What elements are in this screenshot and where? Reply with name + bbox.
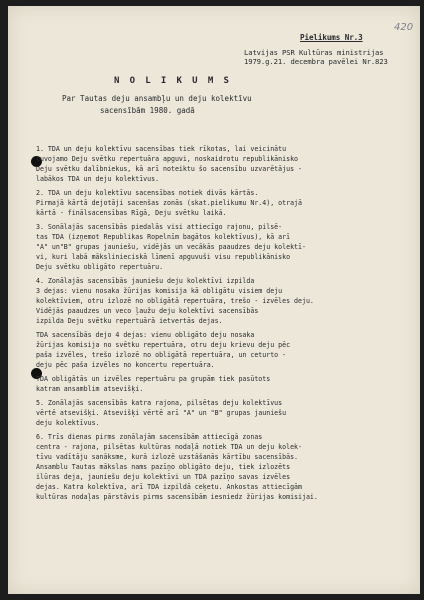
text-line: ilūras deja, jauniešu deju kolektīvi un TDA pazīņo savas izvēles [36,473,291,481]
text-line: Ansamblu Tautas mākslas nams pazīņo obligāto deju, tiek izlozēts [36,463,291,471]
text-line: katram ansamblim atsevišķi. [36,385,144,393]
text-line: TDA obligātās un izvēles repertuāru pa grupām tiek pasūtots [36,375,271,383]
text-line: Deju svētku obligāto repertuāru. [36,263,164,271]
text-line: 5. Zonālajās sacensībās katra rajona, pilsētas deju kolektīvus [36,399,283,407]
text-line: tas TDA (izņemot Republikas Ropelnīm bagātos kolektīvus), kā arī [36,233,291,241]
text-line: vērtē atsevišķi. Atsevišķi vērtē arī "A" un "B" grupas jauniešu [36,409,287,417]
text-line: 6. Trīs dienas pirms zonālajām sacensībām attiecīgā zonas [36,433,263,441]
order-line: 1979.g.21. decembra pavēlei Nr.823 [244,57,388,66]
text-line: dejas. Katra kolektīva, arī TDA izpildā ceķetu. Ankostas attiecīgām [36,483,302,491]
text-line: žūrijas komisija no svētku repertuāra, otru deju krievu deju pēc [36,341,291,349]
subtitle-line: Par Tautas deju ansambļu un deju kolektīvu [62,94,252,103]
text-line: Pirmajā kārtā dejotāji sacenšas zonās (skat.pielikumu Nr.4), otrajā [36,199,302,207]
text-line: TDA sacensībās dejo 4 dejas: vienu obligāto deju nosaka [36,331,255,339]
text-line: centra - rajona, pilsētas kultūras nodaļā notiek TDA un deju kolek- [36,443,302,451]
text-line: kārtā - finālsacensības Rīgā, Deju svētku laikā. [36,209,227,217]
text-line: Deju svētku dalībniekus, kā arī noteiktu šo sacensību uzvarētājus - [36,165,302,173]
text-line: izpilda Deju svētku repertuārā ietvertās dejas. [36,317,223,325]
text-line: 3. Sonālajās sacensībās piedalās visi attiecīgo rajonu, pilsē- [36,223,283,231]
text-line: tīvu vadītāju sanāksme, kurā izlozē uzstāšanās kārtību sacensībās. [36,453,299,461]
ministry-line: Latvijas PSR Kultūras ministrijas [244,48,384,57]
text-line: tuvojamo Deju svētku repertuāra apguvi, noskaidrotu republikānisko [36,155,299,163]
text-line: Vidējās paaudzes un veco ļaužu deju kolektīvi sacensībās [36,307,259,315]
page-number: 420 [394,22,414,33]
text-line: "A" un"B" grupas jauniešu, vidējās un vecākās paaudzes deju kolektī- [36,243,306,251]
text-line: 4. Zonālajās sacensībās jauniešu deju kolektīvi izpilda [36,277,255,285]
text-line: vi, kuri labā mākslinieciskā līmenī apguvuši visu republikānisko [36,253,291,261]
text-line: 3 dejas: vienu nosaka žūrijas komisija kā obligātu visiem deju [36,287,283,295]
text-line: 2. TDA un deju kolektīvu sacensības notiek divās kārtās. [36,189,259,197]
text-line: deju pēc paša izvēles no koncertu repertuāra. [36,361,215,369]
text-line: deju kolektīvus. [36,419,100,427]
subtitle-line: sacensībām 1980. gadā [100,106,195,115]
text-line: paša izvēles, trešo izlozē no obligātā repertuāra, un ceturto - [36,351,287,359]
annex-label: Pielikums Nr.3 [300,33,363,42]
text-line: 1. TDA un deju kolektīvu sacensības tiek rīkotas, lai veicinātu [36,145,287,153]
text-line: labākos TDA un deju kolektīvus. [36,175,160,183]
text-line: kultūras nodaļas pārstāvis pirms sacensībām iesniedz žūrijas komisijai. [36,493,318,501]
document-page [8,6,420,594]
text-line: kolektīviem, otru izlozē no obligātā repertuāra, trešo - izvēles deju. [36,297,314,305]
document-body [36,144,408,502]
document-title: N O L I K U M S [114,76,232,86]
